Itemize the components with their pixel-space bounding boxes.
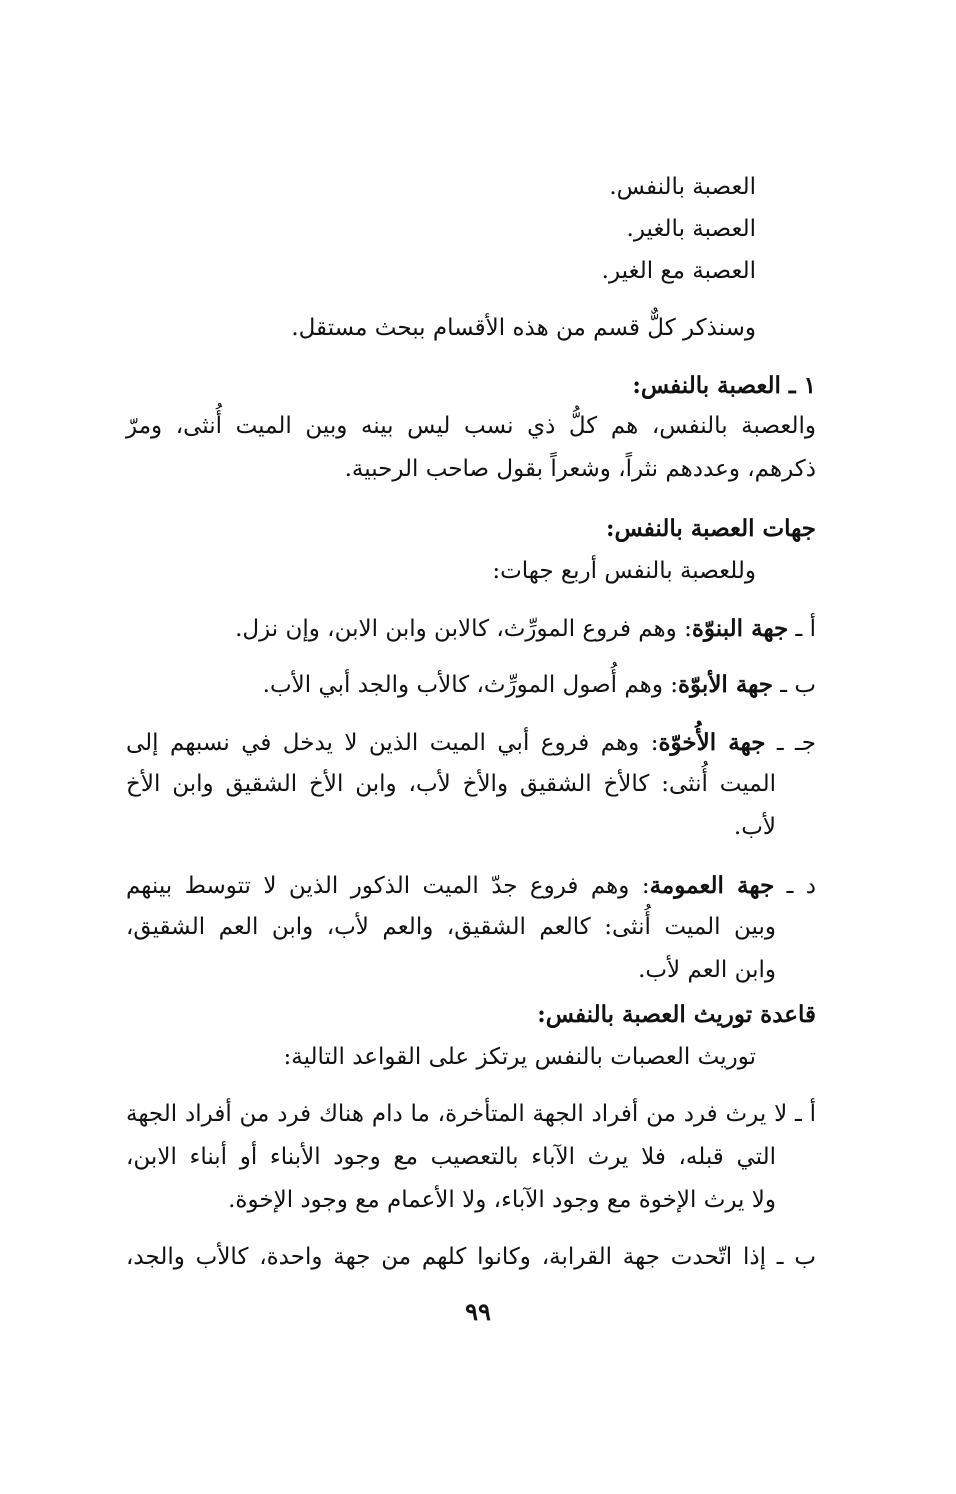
section1-paragraph-line-1: والعصبة بالنفس، هم كلُّ ذي نسب ليس بينه وبين الميت أُنثى، ومرّ: [126, 413, 816, 439]
direction-a-term: جهة البنوّة: [691, 615, 789, 642]
rule-a-line-2: التي قبله، فلا يرث الآباء بالتعصيب مع وجود الأبناء أو أبناء الابن،: [126, 1144, 776, 1170]
direction-c-term: جهة الأُخوّة: [658, 729, 766, 756]
direction-c-line-2: الميت أُنثى: كالأخ الشقيق والأخ لأب، وابن الأخ الشقيق وابن الأخ: [126, 771, 776, 797]
direction-c-marker: جـ ـ: [776, 730, 816, 756]
rule-heading: قاعدة توريث العصبة بالنفس:: [537, 1001, 816, 1028]
rule-intro: توريث العصبات بالنفس يرتكز على القواعد التالية:: [283, 1044, 756, 1070]
direction-d-marker: د ـ: [786, 873, 817, 899]
rule-a-line-3: ولا يرث الإخوة مع وجود الآباء، ولا الأعمام مع وجود الإخوة.: [228, 1187, 776, 1213]
intro-note: وسنذكر كلٌّ قسم من هذه الأقسام ببحث مستقل.: [291, 315, 756, 341]
directions-heading: جهات العصبة بالنفس:: [605, 515, 816, 542]
direction-d-line-3: وابن العم لأب.: [638, 957, 776, 983]
direction-b-term: جهة الأبوّة: [677, 671, 773, 698]
directions-intro: وللعصبة بالنفس أربع جهات:: [492, 558, 756, 584]
direction-d-term: جهة العمومة: [649, 872, 775, 899]
direction-b-marker: ب ـ: [780, 672, 816, 698]
direction-c-line-1: [126, 731, 816, 755]
page-number: ٩٩: [465, 1297, 491, 1326]
rule-b-marker: ب ـ: [776, 1244, 817, 1270]
direction-b: [263, 673, 816, 697]
direction-d-line-2: وبين الميت أُنثى: كالعم الشقيق، والعم لأب، وابن العم الشقيق،: [126, 914, 776, 940]
intro-item-2: العصبة بالغير.: [626, 216, 756, 242]
rule-a-line-1: [126, 1103, 816, 1126]
direction-c-line-3: لأب.: [733, 814, 776, 840]
section1-heading: ١ ـ العصبة بالنفس:: [632, 372, 816, 399]
direction-d-line-1: [126, 874, 816, 898]
rule-b-text: إذا اتّحدت جهة القرابة، وكانوا كلهم من جهة واحدة، كالأب والجد،: [126, 1244, 766, 1270]
direction-d-text: : وهم فروع جدّ الميت الذكور الذين لا تتوسط بينهم: [126, 873, 650, 899]
intro-item-1: العصبة بالنفس.: [609, 174, 756, 200]
direction-b-text: : وهم أُصول المورِّث، كالأب والجد أبي الأب.: [262, 672, 678, 698]
rule-b-line-1: [126, 1246, 816, 1269]
rule-a-marker: أ ـ: [795, 1101, 817, 1127]
direction-c-text: : وهم فروع أبي الميت الذين لا يدخل في نسبهم إلى: [126, 730, 659, 756]
rule-a-text: لا يرث فرد من أفراد الجهة المتأخرة، ما دام هناك فرد من أفراد الجهة: [126, 1101, 788, 1127]
direction-a-text: : وهم فروع المورِّث، كالابن وابن الابن، وإن نزل.: [235, 616, 692, 642]
intro-item-3: العصبة مع الغير.: [601, 258, 756, 284]
section1-paragraph-line-2: ذكرهم، وعددهم نثراً، وشعراً بقول صاحب الرحبية.: [344, 456, 816, 482]
direction-a: [235, 617, 816, 641]
direction-a-marker: أ ـ: [795, 616, 816, 642]
